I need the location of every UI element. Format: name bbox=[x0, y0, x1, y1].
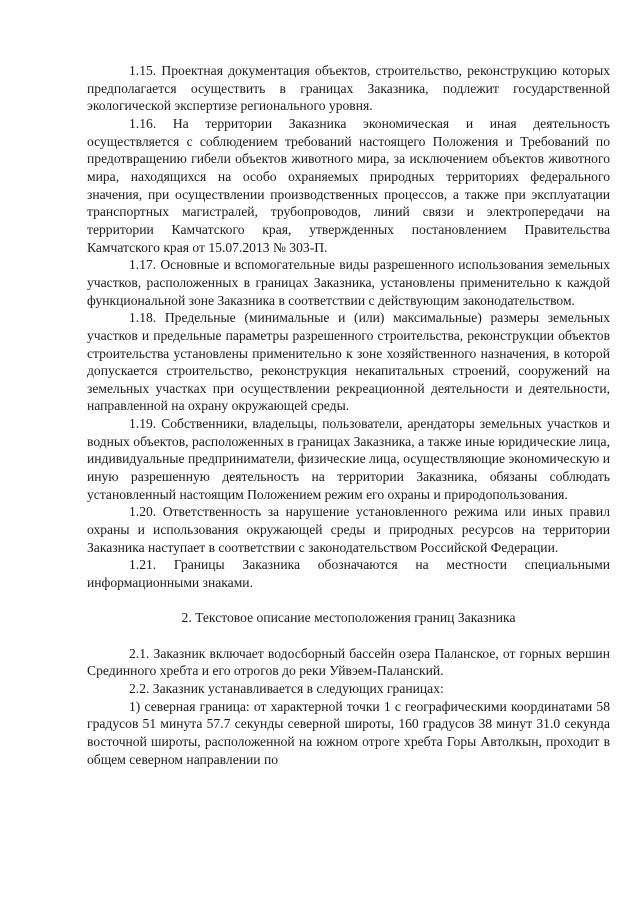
paragraph-2-2: 2.2. Заказник устанавливается в следующих границах: bbox=[129, 680, 444, 696]
paragraph-1-19: 1.19. Собственники, владельцы, пользователи, арендаторы земельных участков и водных объектов, расположенных в границах Заказника, а также иные юридические лица, индивидуальные предприниматели, физические лица, осуществляющие экономическую и иную разрешенную деятельность на территории Заказника, обязаны соблюдать установленный настоящим Положением режим его охраны и природопользования. bbox=[87, 416, 610, 502]
paragraph-1-16: 1.16. На территории Заказника экономическая и иная деятельность осуществляется с соблюдением требований настоящего Положения и Требований по предотвращению гибели объектов животного мира, за исключением объектов животного мира, находящихся на особо охраняемых природных территориях федерального значения, при осуществлении производственных процессов, а также при эксплуатации транспортных магистралей, трубопроводов, линий связи и электропередачи на территории Камчатского края, утвержденных постановлением Правительства Камчатского края от 15.07.2013 № 303-П. bbox=[87, 115, 610, 255]
paragraph-1-21: 1.21. Границы Заказника обозначаются на местности специальными информационными знаками. bbox=[87, 557, 610, 591]
paragraph-1-18: 1.18. Предельные (минимальные и (или) максимальные) размеры земельных участков и предельные параметры разрешенного строительства, реконструкции объектов строительства установлены применительно к зоне хозяйственного назначения, в которой допускается строительство, реконструкция некапитальных строений, сооружений на земельных участках при осуществлении рекреационной деятельности и деятельности, направленной на охрану окружающей среды. bbox=[87, 310, 610, 414]
paragraph-1-15: 1.15. Проектная документация объектов, строительство, реконструкцию которых предполагается осуществить в границах Заказника, подлежит государственной экологической экспертизе регионального уровня. bbox=[87, 63, 610, 114]
paragraph-2-1: 2.1. Заказник включает водосборный бассейн озера Паланское, от горных вершин Срединного хребта и его отрогов до реки Уйвэем-Паланский. bbox=[87, 645, 610, 679]
paragraph-north-boundary: 1) северная граница: от характерной точки 1 с географическими координатами 58 градусов 51 минута 57.7 секунды северной широты, 160 градусов 38 минут 31.0 секунда восточной широты, расположенной на южном отроге хребта Горы Автолкын, проходит в общем северном направлении по bbox=[87, 698, 610, 767]
document-page bbox=[87, 62, 610, 768]
section-heading: 2. Текстовое описание местоположения границ Заказника bbox=[181, 610, 516, 626]
paragraph-1-20: 1.20. Ответственность за нарушение установленного режима или иных правил охраны и использования окружающей среды и природных ресурсов на территории Заказника наступает в соответствии с законодательством Российской Федерации. bbox=[87, 504, 610, 555]
paragraph-1-17: 1.17. Основные и вспомогательные виды разрешенного использования земельных участков, расположенных в границах Заказника, установлены применительно к каждой функциональной зоне Заказника в соответствии с действующим законодательством. bbox=[87, 257, 610, 308]
